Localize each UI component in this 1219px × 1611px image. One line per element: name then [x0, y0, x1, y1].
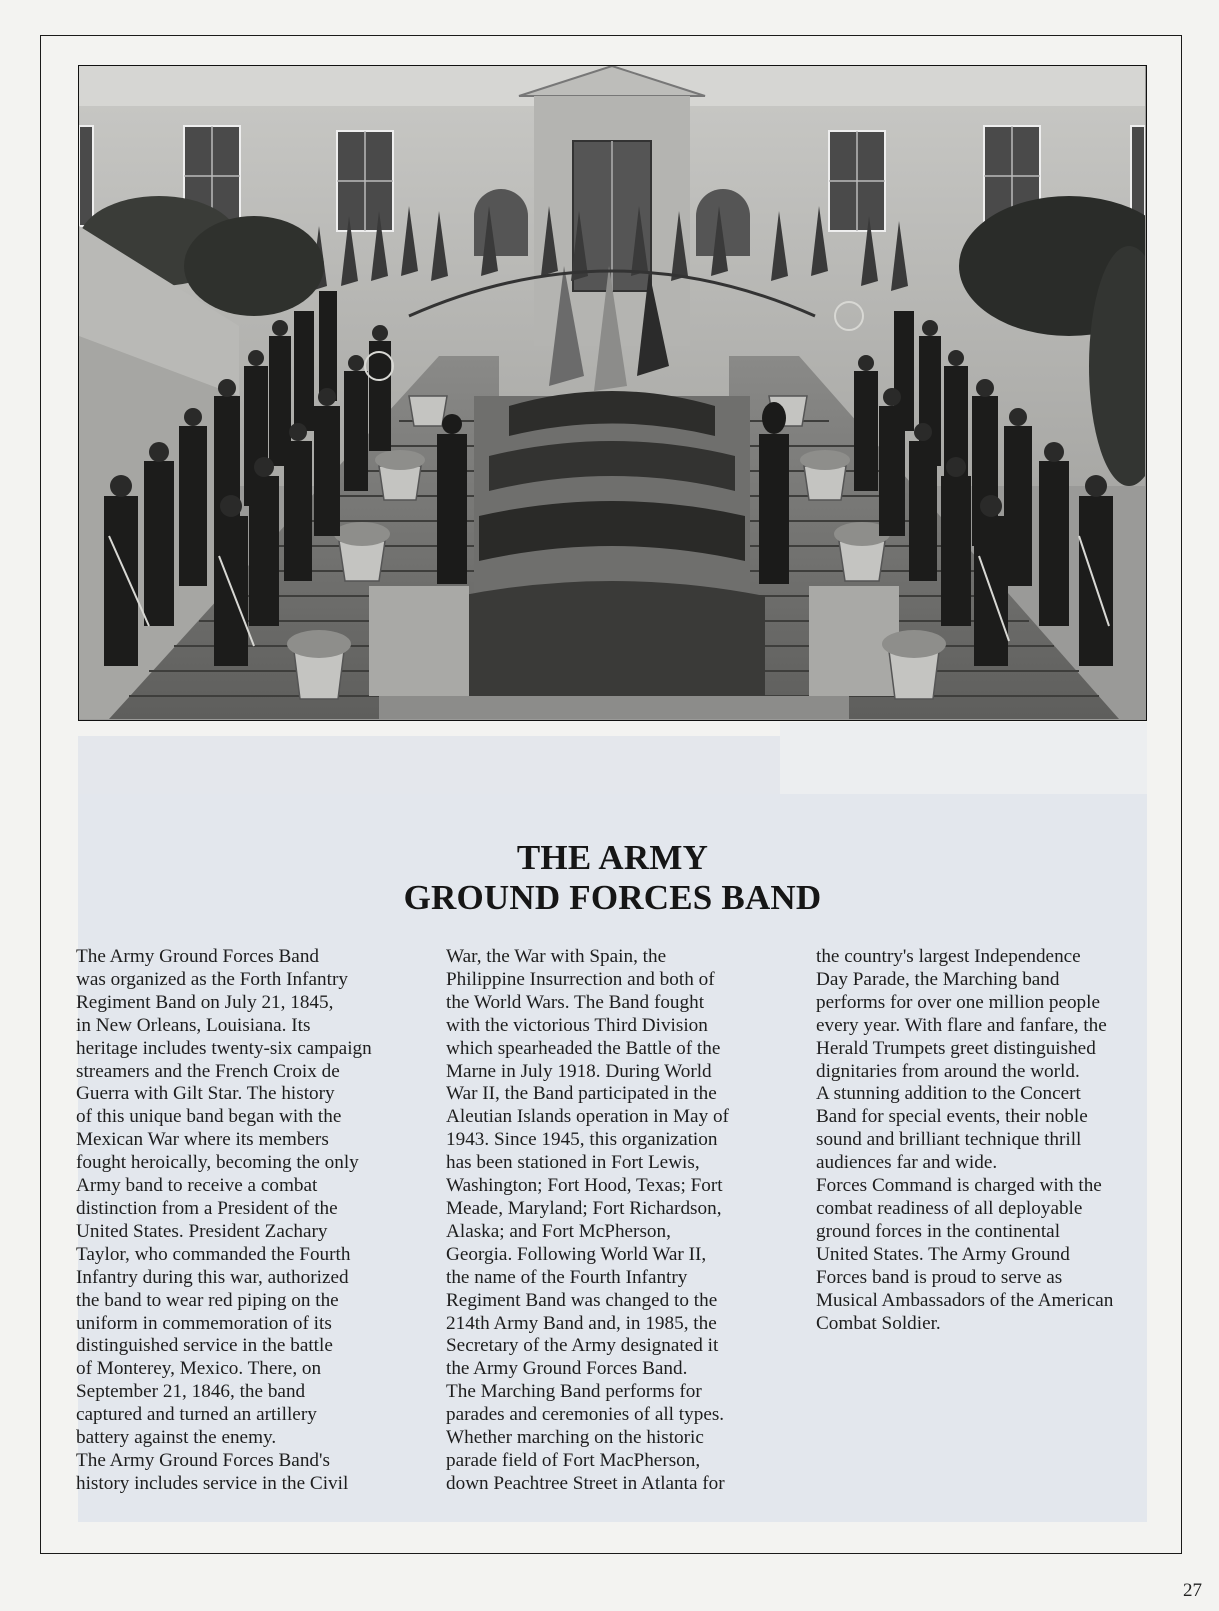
- text-line: fought heroically, becoming the only: [76, 1152, 359, 1174]
- text-line: combat readiness of all deployable: [816, 1197, 1083, 1219]
- text-line: Forces band is proud to serve as: [816, 1266, 1063, 1288]
- text-line: The Army Ground Forces Band: [76, 946, 320, 967]
- text-line: sound and brilliant technique thrill: [816, 1129, 1082, 1151]
- text-line: Mexican War where its members: [76, 1129, 329, 1151]
- text-column-1: [76, 946, 372, 1496]
- text-line: of Monterey, Mexico. There, on: [76, 1358, 322, 1380]
- text-line: Whether marching on the historic: [446, 1427, 704, 1449]
- text-line: Philippine Insurrection and both of: [446, 968, 715, 990]
- text-line: Georgia. Following World War II,: [446, 1243, 707, 1265]
- text-line: 214th Army Band and, in 1985, the: [446, 1312, 717, 1334]
- page-number: 27: [1183, 1580, 1202, 1601]
- text-line: Alaska; and Fort McPherson,: [446, 1220, 671, 1242]
- text-line: parades and ceremonies of all types.: [446, 1404, 725, 1426]
- text-line: down Peachtree Street in Atlanta for: [446, 1472, 725, 1494]
- text-line: performs for over one million people: [816, 991, 1100, 1013]
- text-line: the band to wear red piping on the: [76, 1289, 339, 1311]
- text-line: Guerra with Gilt Star. The history: [76, 1083, 335, 1105]
- text-line: captured and turned an artillery: [76, 1404, 317, 1426]
- text-line: Musical Ambassadors of the American: [816, 1289, 1114, 1311]
- text-line: Regiment Band was changed to the: [446, 1289, 718, 1311]
- text-line: of this unique band began with the: [76, 1106, 342, 1128]
- text-line: the World Wars. The Band fought: [446, 991, 705, 1013]
- text-line: the Army Ground Forces Band.: [446, 1358, 688, 1380]
- text-line: Meade, Maryland; Fort Richardson,: [446, 1197, 722, 1219]
- text-line: Herald Trumpets greet distinguished: [816, 1037, 1096, 1059]
- text-line: The Marching Band performs for: [446, 1381, 702, 1403]
- text-line: parade field of Fort MacPherson,: [446, 1449, 701, 1471]
- text-line: A stunning addition to the Concert: [816, 1083, 1081, 1105]
- text-line: with the victorious Third Division: [446, 1014, 708, 1036]
- text-line: September 21, 1846, the band: [76, 1381, 306, 1403]
- text-line: United States. President Zachary: [76, 1220, 328, 1242]
- text-line: distinction from a President of the: [76, 1197, 338, 1219]
- text-line: United States. The Army Ground: [816, 1243, 1070, 1265]
- bleed-through-panel: [78, 736, 780, 796]
- text-line: uniform in commemoration of its: [76, 1312, 332, 1334]
- text-line: every year. With flare and fanfare, the: [816, 1014, 1107, 1036]
- text-line: Day Parade, the Marching band: [816, 968, 1060, 990]
- text-line: was organized as the Forth Infantry: [76, 968, 348, 990]
- text-line: dignitaries from around the world.: [816, 1060, 1080, 1082]
- text-line: streamers and the French Croix de: [76, 1060, 340, 1082]
- text-line: which spearheaded the Battle of the: [446, 1037, 721, 1059]
- text-column-2: [446, 946, 729, 1496]
- text-line: heritage includes twenty-six campaign: [76, 1037, 372, 1059]
- text-line: the country's largest Independence: [816, 946, 1081, 967]
- text-line: Forces Command is charged with the: [816, 1175, 1102, 1197]
- text-line: Washington; Fort Hood, Texas; Fort: [446, 1175, 723, 1197]
- text-line: in New Orleans, Louisiana. Its: [76, 1014, 311, 1036]
- text-line: history includes service in the Civil: [76, 1472, 349, 1494]
- text-line: Band for special events, their noble: [816, 1106, 1088, 1128]
- text-line: distinguished service in the battle: [76, 1335, 333, 1357]
- page-title-line-1: THE ARMY: [516, 838, 709, 877]
- text-line: Army band to receive a combat: [76, 1175, 318, 1197]
- band-photo: [78, 65, 1147, 721]
- bleed-through-panel-right: [780, 722, 1147, 794]
- page-title-line-2: GROUND FORCES BAND: [403, 878, 822, 917]
- text-line: Regiment Band on July 21, 1845,: [76, 991, 334, 1013]
- text-line: has been stationed in Fort Lewis,: [446, 1152, 700, 1174]
- text-line: ground forces in the continental: [816, 1220, 1061, 1242]
- text-line: War, the War with Spain, the: [446, 946, 667, 967]
- text-line: War II, the Band participated in the: [446, 1083, 717, 1105]
- text-line: Combat Soldier.: [816, 1312, 941, 1334]
- text-line: 1943. Since 1945, this organization: [446, 1129, 718, 1151]
- text-line: battery against the enemy.: [76, 1427, 277, 1449]
- text-line: Infantry during this war, authorized: [76, 1266, 349, 1288]
- text-line: Secretary of the Army designated it: [446, 1335, 719, 1357]
- text-line: audiences far and wide.: [816, 1152, 998, 1174]
- text-line: The Army Ground Forces Band's: [76, 1449, 330, 1471]
- text-column-3: [816, 946, 1113, 1335]
- text-line: the name of the Fourth Infantry: [446, 1266, 688, 1288]
- text-line: Aleutian Islands operation in May of: [446, 1106, 729, 1128]
- band-photo-icon: [79, 66, 1145, 719]
- page-title: [78, 838, 1147, 918]
- text-line: Taylor, who commanded the Fourth: [76, 1243, 351, 1265]
- text-line: Marne in July 1918. During World: [446, 1060, 712, 1082]
